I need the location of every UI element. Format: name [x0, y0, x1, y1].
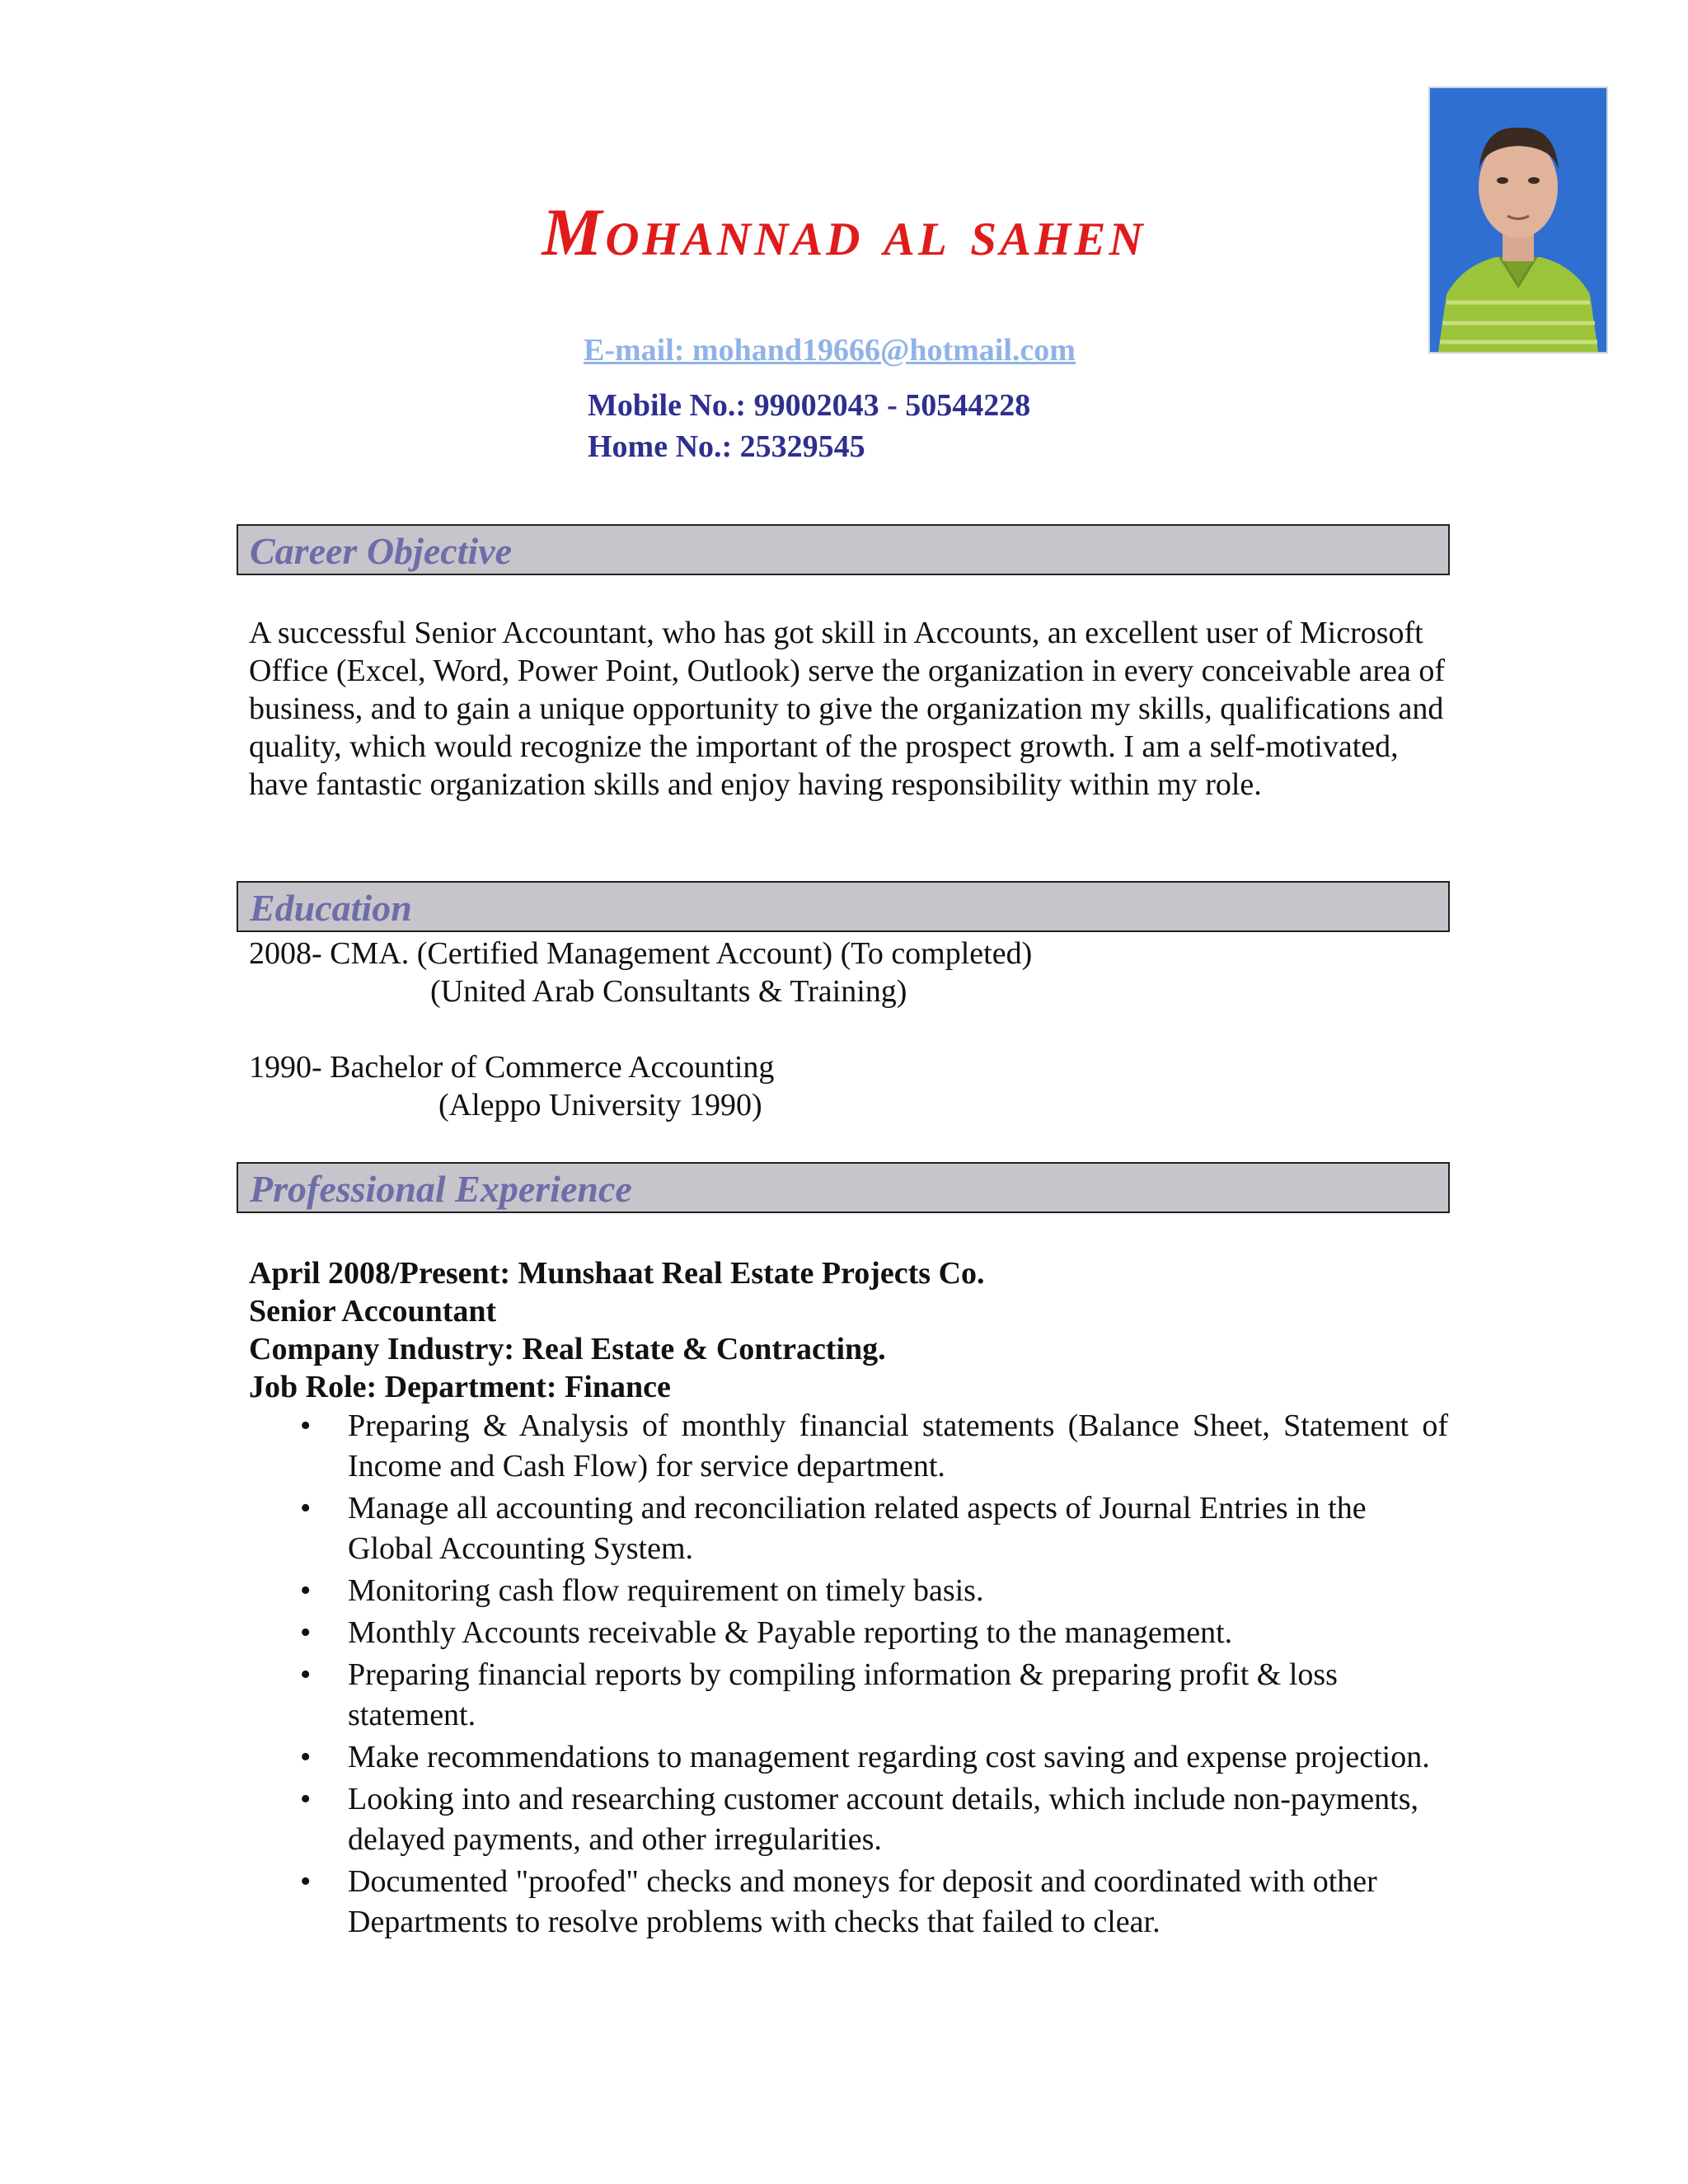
profile-photo-icon [1428, 87, 1608, 354]
list-item-text: Preparing & Analysis of monthly financial statements (Balance Sheet, Statement of Income and Cash Flow) for service department. [348, 1408, 1448, 1483]
bullet-icon: • [300, 1491, 312, 1526]
bullet-icon: • [300, 1740, 312, 1774]
career-objective-text: A successful Senior Accountant, who has got skill in Accounts, an excellent user of Microsoft Office (Excel, Word, Power Point, Outlook) serve the organization in every conceivable area of business, and to gain a unique opportunity to give the organization my skills, qualifications and quality, which would recognize the important of the prospect growth. I am a self-motivated, have fantastic organization skills and enjoy having responsibility within my role. [249, 616, 1445, 802]
education-header [237, 881, 1450, 932]
job-period: April 2008/Present: Munshaat Real Estate Projects Co. [249, 1256, 985, 1291]
education-title: Education [250, 887, 412, 929]
company-industry: Company Industry: Real Estate & Contracting. [249, 1332, 886, 1366]
education-item: 1990- Bachelor of Commerce Accounting [249, 1050, 775, 1085]
list-item-text: Preparing financial reports by compiling information & preparing profit & loss statement. [348, 1657, 1338, 1732]
bullet-icon: • [300, 1657, 312, 1692]
education-institution: (Aleppo University 1990) [438, 1088, 762, 1122]
list-item [249, 1737, 1448, 1778]
experience-title: Professional Experience [250, 1168, 632, 1210]
candidate-name: Mohannad al sahen [542, 194, 1146, 269]
home-number: Home No.: 25329545 [588, 429, 865, 464]
responsibility-list [249, 1406, 1448, 1944]
bullet-icon: • [300, 1782, 312, 1816]
list-item-text: Monthly Accounts receivable & Payable reporting to the management. [348, 1615, 1233, 1650]
email-link[interactable]: E-mail: mohand19666@hotmail.com [584, 333, 1076, 368]
list-item-text: Monitoring cash flow requirement on timely basis. [348, 1573, 984, 1608]
experience-header [237, 1162, 1450, 1213]
list-item [249, 1655, 1448, 1736]
list-item-text: Looking into and researching customer account details, which include non-payments, delayed payments, and other irregularities. [348, 1782, 1419, 1857]
list-item [249, 1779, 1448, 1860]
education-item: 2008- CMA. (Certified Management Account) (To completed) [249, 936, 1033, 971]
list-item [249, 1571, 1448, 1611]
bullet-icon: • [300, 1408, 312, 1443]
job-role: Job Role: Department: Finance [249, 1370, 671, 1404]
list-item [249, 1488, 1448, 1569]
career-objective-header [237, 524, 1450, 575]
education-institution: (United Arab Consultants & Training) [430, 974, 907, 1009]
list-item-text: Make recommendations to management regarding cost saving and expense projection. [348, 1740, 1430, 1774]
list-item-text: Documented "proofed" checks and moneys for deposit and coordinated with other Departments to resolve problems with checks that failed to clear. [348, 1864, 1377, 1939]
list-item-text: Manage all accounting and reconciliation related aspects of Journal Entries in the Global Accounting System. [348, 1491, 1367, 1566]
mobile-number: Mobile No.: 99002043 - 50544228 [588, 388, 1031, 423]
job-position: Senior Accountant [249, 1294, 497, 1329]
bullet-icon: • [300, 1573, 312, 1608]
list-item [249, 1862, 1448, 1943]
bullet-icon: • [300, 1615, 312, 1650]
list-item [249, 1613, 1448, 1653]
career-objective-title: Career Objective [250, 530, 513, 572]
bullet-icon: • [300, 1864, 312, 1899]
list-item [249, 1406, 1448, 1487]
